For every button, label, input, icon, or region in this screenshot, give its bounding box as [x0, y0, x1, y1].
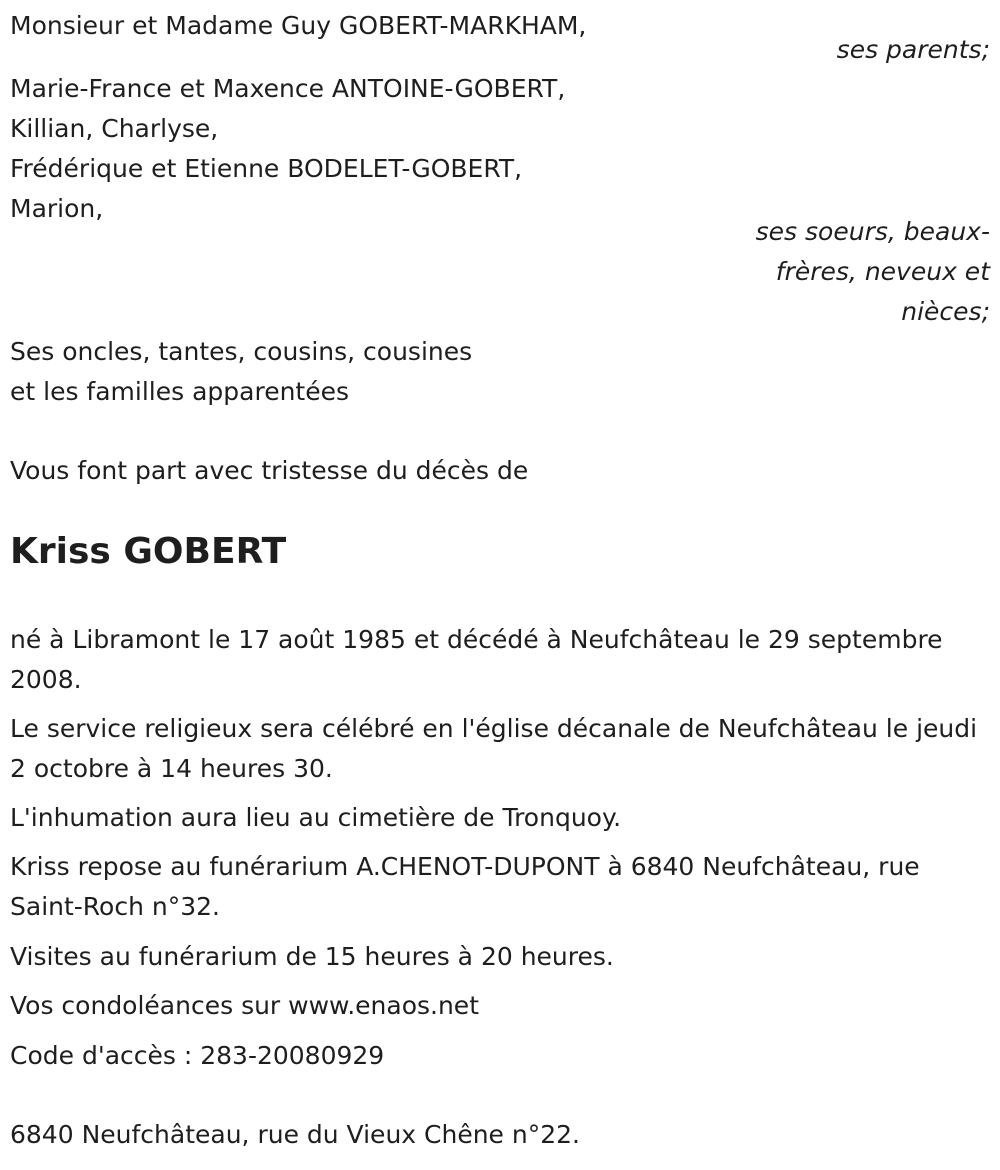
parents-names: Monsieur et Madame Guy GOBERT-MARKHAM,	[10, 11, 587, 40]
siblings-role-line: ses soeurs, beaux-	[755, 217, 990, 246]
sibling-line: Marion,	[10, 194, 104, 223]
sibling-line: Killian, Charlyse,	[10, 114, 219, 143]
detail-paragraph: Kriss repose au funérarium A.CHENOT-DUPONT à 6840 Neufchâteau, rue Saint-Roch n°32.	[10, 852, 920, 921]
parents-role: ses parents;	[836, 35, 990, 64]
extended-family-line: et les familles apparentées	[10, 377, 350, 406]
sibling-line: Frédérique et Etienne BODELET-GOBERT,	[10, 154, 523, 183]
announcement-text: Vous font part avec tristesse du décès de	[10, 456, 529, 485]
siblings-role-line: frères, neveux et	[775, 257, 990, 286]
sibling-line: Marie-France et Maxence ANTOINE-GOBERT,	[10, 74, 566, 103]
deceased-name: Kriss GOBERT	[10, 531, 287, 572]
detail-paragraph: né à Libramont le 17 août 1985 et décédé à Neufchâteau le 29 septembre 2008.	[10, 625, 943, 694]
detail-paragraph: L'inhumation aura lieu au cimetière de Tronquoy.	[10, 803, 622, 832]
access-code-line: Code d'accès : 283-20080929	[10, 1041, 385, 1070]
condolences-line: Vos condoléances sur www.enaos.net	[10, 991, 479, 1020]
detail-paragraph: Le service religieux sera célébré en l'église décanale de Neufchâteau le jeudi 2 octobre à 14 heures 30.	[10, 714, 978, 783]
extended-family-line: Ses oncles, tantes, cousins, cousines	[10, 337, 473, 366]
detail-paragraph: Visites au funérarium de 15 heures à 20 heures.	[10, 942, 614, 971]
family-address: 6840 Neufchâteau, rue du Vieux Chêne n°22.	[10, 1120, 580, 1149]
siblings-role-line: nièces;	[901, 297, 990, 326]
